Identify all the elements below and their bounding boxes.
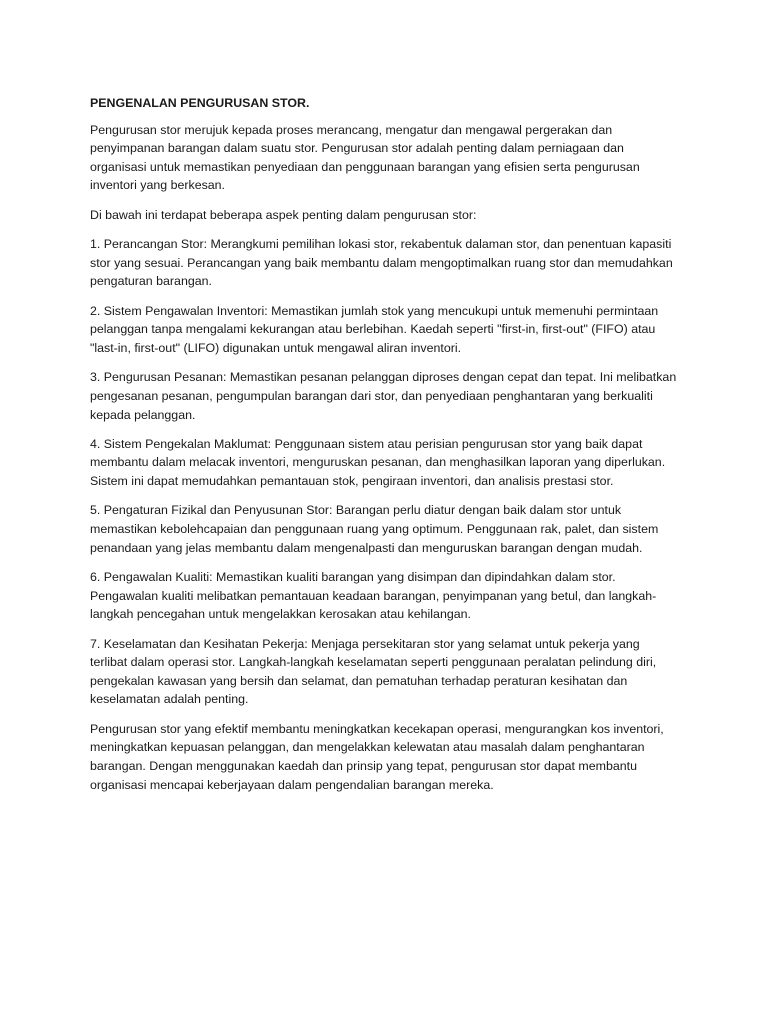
document-page bbox=[90, 94, 680, 805]
point-paragraph: 7. Keselamatan dan Kesihatan Pekerja: Menjaga persekitaran stor yang selamat untuk pekerja yang terlibat dalam operasi stor. Langkah-langkah keselamatan seperti penggunaan peralatan pelindung diri, pengekalan kawasan yang bersih dan selamat, dan pematuhan terhadap peraturan kesihatan dan keselamatan adalah penting. bbox=[90, 636, 657, 707]
point-paragraph: 6. Pengawalan Kualiti: Memastikan kualiti barangan yang disimpan dan dipindahkan dalam stor. Pengawalan kualiti melibatkan pemantauan keadaan barangan, penyimpanan yang betul, dan langkah-langkah pencegahan untuk mengelakkan kerosakan atau kehilangan. bbox=[90, 570, 657, 622]
lead-in-paragraph: Di bawah ini terdapat beberapa aspek penting dalam pengurusan stor: bbox=[90, 207, 477, 222]
point-paragraph: 3. Pengurusan Pesanan: Memastikan pesanan pelanggan diproses dengan cepat dan tepat. Ini melibatkan pengesanan pesanan, pengumpulan barangan dari stor, dan penyediaan penghantaran yang berkualiti kepada pelanggan. bbox=[90, 370, 677, 422]
conclusion-paragraph: Pengurusan stor yang efektif membantu meningkatkan kecekapan operasi, mengurangkan kos inventori, meningkatkan kepuasan pelanggan, dan mengelakkan kelewatan atau masalah dalam penghantaran barangan. Dengan menggunakan kaedah dan prinsip yang tepat, pengurusan stor dapat membantu organisasi mencapai keberjayaan dalam pengendalian barangan mereka. bbox=[90, 721, 664, 792]
document-title: PENGENALAN PENGURUSAN STOR. bbox=[90, 96, 310, 110]
point-paragraph: 2. Sistem Pengawalan Inventori: Memastikan jumlah stok yang mencukupi untuk memenuhi permintaan pelanggan tanpa mengalami kekurangan atau berlebihan. Kaedah seperti "first-in, first-out" (FIFO) atau "last-in, first-out" (LIFO) digunakan untuk mengawal aliran inventori. bbox=[90, 303, 659, 355]
point-paragraph: 4. Sistem Pengekalan Maklumat: Penggunaan sistem atau perisian pengurusan stor yang baik dapat membantu dalam melacak inventori, menguruskan pesanan, dan menghasilkan laporan yang diperlukan. Sistem ini dapat memudahkan pemantauan stok, pengiraan inventori, dan analisis prestasi stor. bbox=[90, 436, 666, 489]
intro-paragraph: Pengurusan stor merujuk kepada proses merancang, mengatur dan mengawal pergerakan dan penyimpanan barangan dalam suatu stor. Pengurusan stor adalah penting dalam perniagaan dan organisasi untuk memastikan penyediaan dan penggunaan barangan yang efisien serta pengurusan inventori yang berkesan. bbox=[90, 122, 640, 193]
point-paragraph: 1. Perancangan Stor: Merangkumi pemilihan lokasi stor, rekabentuk dalaman stor, dan penentuan kapasiti stor yang sesuai. Perancangan yang baik membantu dalam mengoptimalkan ruang stor dan memudahkan pengaturan barangan. bbox=[90, 237, 673, 289]
point-paragraph: 5. Pengaturan Fizikal dan Penyusunan Stor: Barangan perlu diatur dengan baik dalam stor untuk memastikan kebolehcapaian dan penggunaan ruang yang optimum. Penggunaan rak, palet, dan sistem penandaan yang jelas membantu dalam mengenalpasti dan menguruskan barangan dengan mudah. bbox=[90, 503, 659, 555]
